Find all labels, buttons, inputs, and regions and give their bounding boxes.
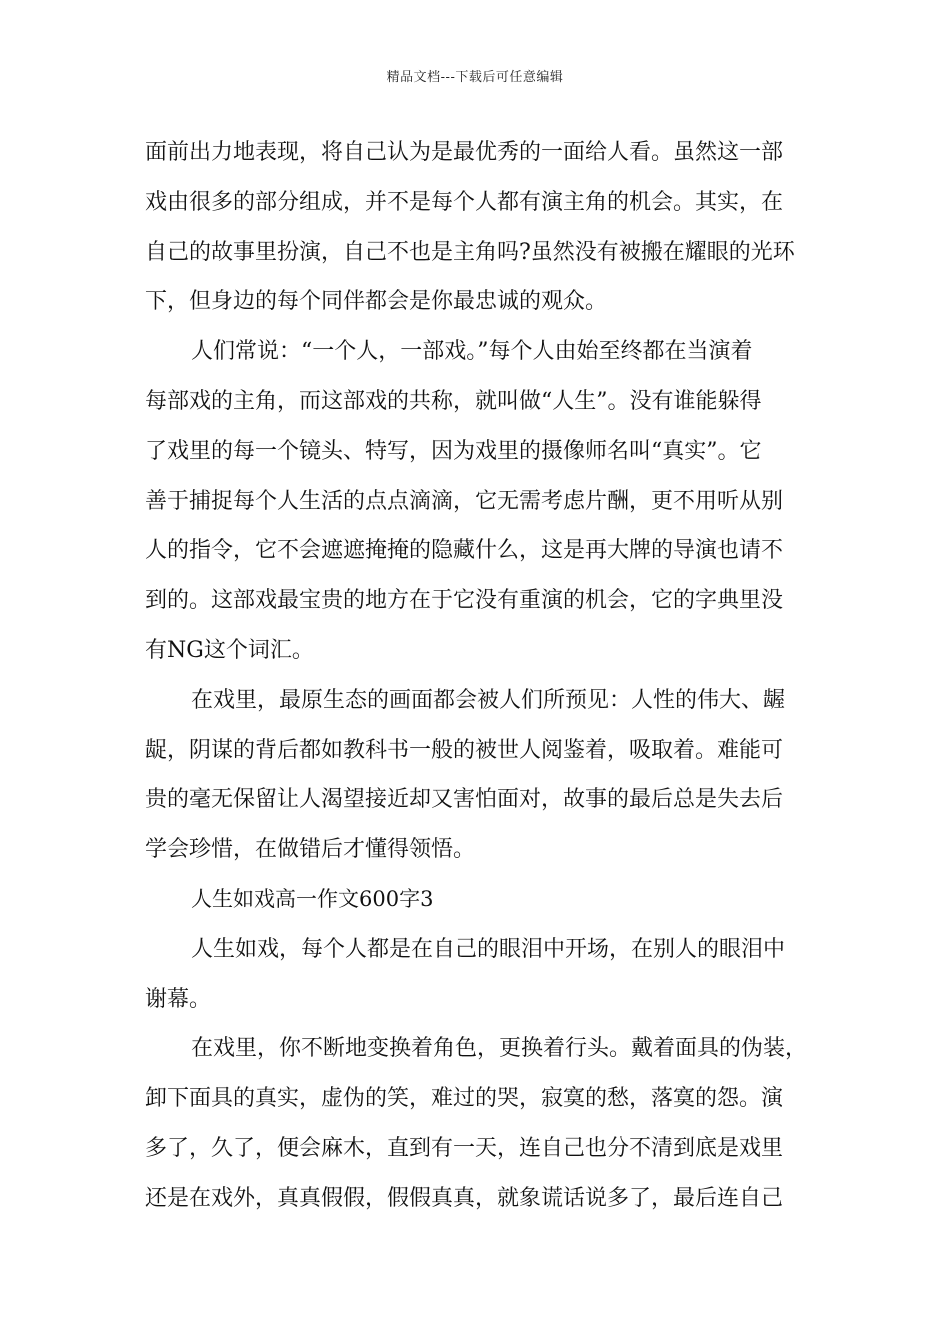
text-line: 谢幕。 bbox=[145, 986, 212, 1012]
text-line: 学会珍惜，在做错后才懂得领悟。 bbox=[145, 837, 476, 863]
text-line: 了戏里的每一个镜头、特写，因为戏里的摄像师名叫“真实”。它 bbox=[145, 438, 762, 464]
page-header: 精品文档---下载后可任意编辑 bbox=[386, 70, 564, 85]
paragraph-start-line: 在戏里，最原生态的画面都会被人们所预见：人性的伟大、龌 bbox=[191, 687, 786, 713]
text-line: 每部戏的主角，而这部戏的共称，就叫做“人生”。没有谁能躲得 bbox=[145, 388, 762, 414]
text-line: 龊，阴谋的背后都如教科书一般的被世人阅鉴着，吸取着。难能可 bbox=[145, 737, 784, 763]
paragraph-start-line: 人们常说：“一个人，一部戏。”每个人由始至终都在当演着 bbox=[191, 339, 753, 365]
text-line: 贵的毫无保留让人渴望接近却又害怕面对，故事的最后总是失去后 bbox=[145, 787, 784, 813]
text-line: 到的。这部戏最宝贵的地方在于它没有重演的机会，它的字典里没 bbox=[145, 588, 784, 614]
text-line: 下，但身边的每个同伴都会是你最忠诚的观众。 bbox=[145, 289, 608, 315]
document-body bbox=[145, 128, 809, 1224]
text-line: 有NG这个词汇。 bbox=[145, 637, 314, 663]
text-line: 多了，久了，便会麻木，直到有一天，连自己也分不清到底是戏里 bbox=[145, 1135, 784, 1161]
text-line: 卸下面具的真实，虚伪的笑，难过的哭，寂寞的愁，落寞的怨。演 bbox=[145, 1086, 784, 1112]
text-line: 善于捕捉每个人生活的点点滴滴，它无需考虑片酬，更不用听从别 bbox=[145, 488, 784, 514]
text-line: 还是在戏外，真真假假，假假真真，就象谎话说多了，最后连自己 bbox=[145, 1185, 784, 1211]
section-heading: 人生如戏高一作文600字3 bbox=[191, 886, 434, 911]
paragraph-start-line: 人生如戏，每个人都是在自己的眼泪中开场，在别人的眼泪中 bbox=[191, 936, 786, 962]
text-line: 面前出力地表现，将自己认为是最优秀的一面给人看。虽然这一部 bbox=[145, 140, 784, 165]
text-line: 自己的故事里扮演，自己不也是主角吗?虽然没有被搬在耀眼的光环 bbox=[145, 239, 795, 265]
text-line: 戏由很多的部分组成，并不是每个人都有演主角的机会。其实，在 bbox=[145, 189, 784, 215]
text-line: 人的指令，它不会遮遮掩掩的隐藏什么，这是再大牌的导演也请不 bbox=[145, 538, 784, 564]
paragraph-start-line: 在戏里，你不断地变换着角色，更换着行头。戴着面具的伪装， bbox=[191, 1036, 808, 1062]
